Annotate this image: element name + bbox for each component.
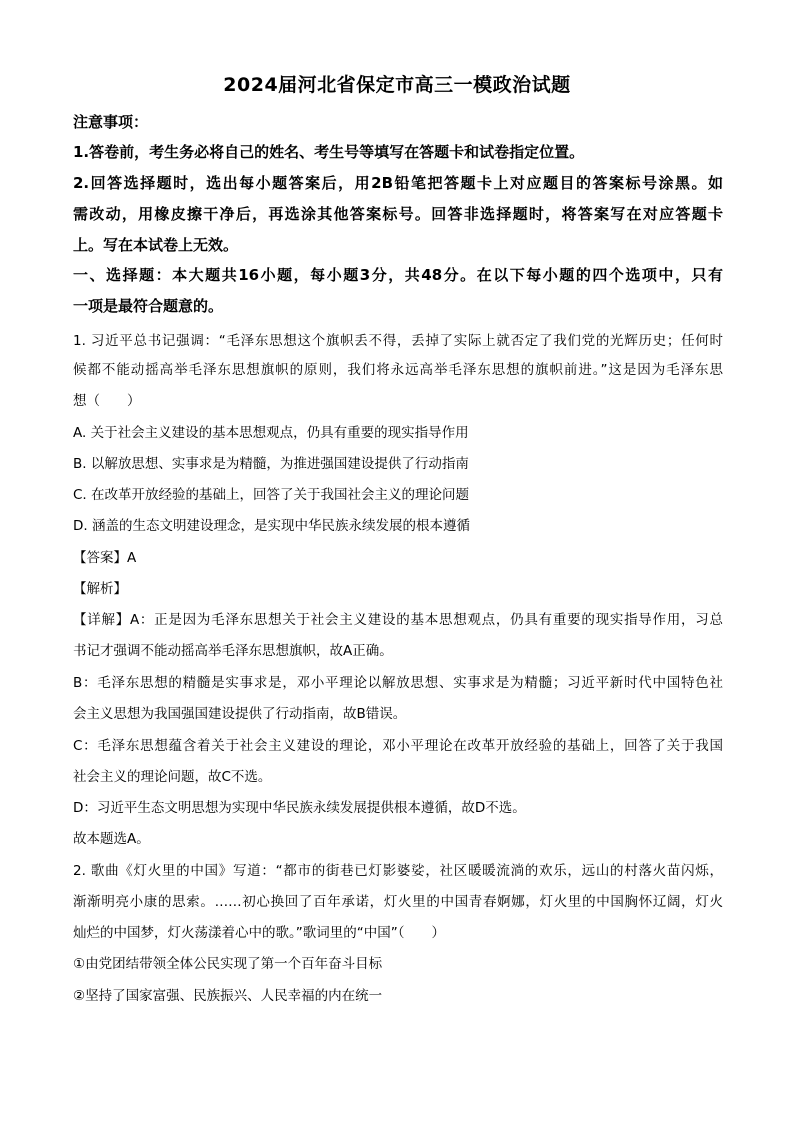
section-heading-line-1: 一、选择题：本大题共16小题，每小题3分，共48分。在以下每小题的四个选项中，只有: [73, 266, 723, 284]
section-heading-line-2: 一项是最符合题意的。: [73, 297, 224, 315]
question-1-option-a: A. 关于社会主义建设的基本思想观点，仍具有重要的现实指导作用: [73, 425, 469, 441]
question-1-c-analysis-line-2: 社会主义的理论问题，故C不选。: [73, 769, 272, 785]
question-1-option-d: D. 涵盖的生态文明建设理念，是实现中华民族永续发展的根本遵循: [73, 518, 470, 534]
question-1-b-analysis-line-2: 会主义思想为我国强国建设提供了行动指南，故B错误。: [73, 706, 407, 722]
notice-item-2-line-1: 2.回答选择题时，选出每小题答案后，用2B铅笔把答题卡上对应题目的答案标号涂黑。如: [73, 174, 723, 192]
question-1-d-analysis: D：习近平生态文明思想为实现中华民族永续发展提供根本遵循，故D不选。: [73, 800, 526, 816]
question-1-b-analysis-line-1: B：毛泽东思想的精髓是实事求是，邓小平理论以解放思想、实事求是为精髓；习近平新时代中国特色社: [73, 675, 723, 691]
question-2-item-2: ②坚持了国家富强、民族振兴、人民幸福的内在统一: [73, 988, 383, 1004]
notice-heading: 注意事项：: [73, 113, 149, 131]
question-2-item-1: ①由党团结带领全体公民实现了第一个百年奋斗目标: [73, 956, 383, 972]
question-2-stem-line-1: 2. 歌曲《灯火里的中国》写道：“都市的街巷已灯影婆娑，社区暖暖流淌的欢乐，远山的村落火苗闪烁，: [73, 863, 723, 879]
question-1-analysis-label: 【解析】: [73, 581, 127, 597]
question-1-stem-line-2: 候都不能动摇高举毛泽东思想旗帜的原则，我们将永远高举毛泽东思想的旗帜前进。”这是因为毛泽东思: [73, 362, 723, 378]
question-2-stem-line-3: 灿烂的中国梦，灯火荡漾着心中的歌。”歌词里的“中国”（ ）: [73, 925, 445, 941]
notice-item-2-line-3: 上。写在本试卷上无效。: [73, 236, 239, 254]
question-1-option-b: B. 以解放思想、实事求是为精髓，为推进强国建设提供了行动指南: [73, 456, 469, 472]
question-1-answer: 【答案】A: [73, 550, 137, 566]
notice-item-2-line-2: 需改动，用橡皮擦干净后，再选涂其他答案标号。回答非选择题时，将答案写在对应答题卡: [73, 205, 723, 223]
question-1-stem-line-1: 1. 习近平总书记强调：“毛泽东思想这个旗帜丢不得，丢掉了实际上就否定了我们党的光辉历史；任何时: [73, 333, 723, 349]
question-1-conclusion: 故本题选A。: [73, 831, 150, 847]
question-1-stem-line-3: 想（ ）: [73, 393, 141, 409]
question-1-detail-line-1: 【详解】A：正是因为毛泽东思想关于社会主义建设的基本思想观点，仍具有重要的现实指导作用，习总: [73, 612, 723, 628]
notice-item-1: 1.答卷前，考生务必将自己的姓名、考生号等填写在答题卡和试卷指定位置。: [73, 143, 585, 161]
question-2-stem-line-2: 渐渐明亮小康的思索。……初心换回了百年承诺，灯火里的中国青春婀娜，灯火里的中国胸怀辽阔，灯火: [73, 894, 723, 910]
question-1-c-analysis-line-1: C：毛泽东思想蕴含着关于社会主义建设的理论，邓小平理论在改革开放经验的基础上，回答了关于我国: [73, 738, 723, 754]
page-title: 2024届河北省保定市高三一模政治试题: [223, 74, 571, 96]
question-1-option-c: C. 在改革开放经验的基础上，回答了关于我国社会主义的理论问题: [73, 487, 470, 503]
question-1-detail-line-2: 书记才强调不能动摇高举毛泽东思想旗帜，故A正确。: [73, 643, 393, 659]
